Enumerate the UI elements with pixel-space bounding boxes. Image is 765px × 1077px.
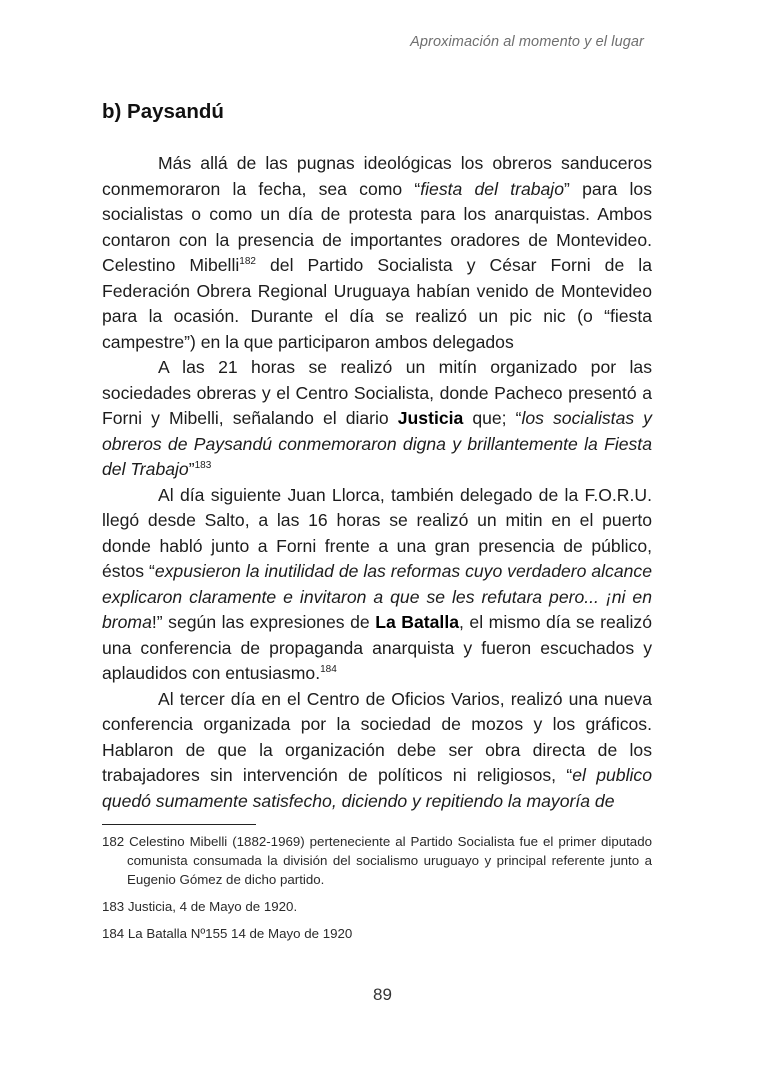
p3-bold-1: La Batalla: [375, 612, 459, 632]
p3-text-1: Al día siguiente Juan Llorca, también delegado de la F.O.R.U. llegó desde Salto, a las 16 horas se realizó un mitin en el puerto donde habló junto a Forni frente a una gran presencia de público, éstos “: [102, 484, 652, 581]
p1-text-2: ” para los socialistas o como un día de protesta para los anarquistas. Ambos contaron con la presencia de importantes oradores de Montevideo. Celestino Mibelli: [102, 178, 652, 275]
running-head: Aproximación al momento y el lugar: [410, 34, 644, 50]
p4-text-1: Al tercer día en el Centro de Oficios Varios, realizó una nueva conferencia organizada por la sociedad de mozos y los gráficos. Hablaron de que la organización debe ser obra directa de los trabajadores sin intervención de políticos ni religiosos, “: [102, 688, 652, 785]
p2-text-1: A las 21 horas se realizó un mitín organizado por las sociedades obreras y el Centro Socialista, donde Pacheco presentó a Forni y Mibelli, señalando el diario: [102, 357, 652, 428]
footnote-183: 183 Justicia, 4 de Mayo de 1920.: [102, 899, 298, 914]
footnote-ref-184[interactable]: 184: [320, 664, 337, 676]
p2-text-2: que; “: [463, 408, 522, 428]
page-number: 89: [373, 985, 392, 1004]
p4-italic-1: el publico quedó sumamente satisfecho, diciendo y repitiendo la mayoría de: [102, 765, 652, 811]
p1-italic-1: fiesta del trabajo: [420, 178, 564, 199]
footnote-ref-183[interactable]: 183: [194, 460, 212, 472]
paragraph-2: [102, 355, 652, 483]
p1-text-1: Más allá de las pugnas ideológicas los obreros sanduceros conmemoraron la fecha, sea como “: [102, 153, 652, 199]
footnote-divider: [102, 824, 256, 825]
p2-bold-1: Justicia: [397, 408, 464, 428]
footnotes: [102, 832, 652, 951]
p1-text-3: del Partido Socialista y César Forni de la Federación Obrera Regional Uruguaya habían venido de Montevideo para la ocasión. Durante el día se realizó un pic nic (o “fiesta campestre”) en la que participaron ambos delegados: [102, 255, 652, 352]
footnote-184: 184 La Batalla Nº155 14 de Mayo de 1920: [102, 926, 353, 941]
body-text: [102, 151, 652, 814]
p3-text-2: !” según las expresiones de: [151, 612, 376, 632]
p3-text-3: , el mismo día se realizó una conferencia de propaganda anarquista y fueron escuchados y aplaudidos con entusiasmo.: [102, 612, 652, 683]
section-title: b) Paysandú: [102, 100, 224, 123]
paragraph-4: [102, 687, 652, 815]
p3-italic-1: expusieron la inutilidad de las reformas cuyo verdadero alcance explicaron claramente e invitaron a que se les refutara pero... ¡ni en broma: [102, 561, 652, 632]
paragraph-1: [102, 151, 652, 355]
paragraph-3: [102, 483, 652, 687]
footnote-182: 182 Celestino Mibelli (1882-1969) perteneciente al Partido Socialista fue el primer diputado comunista consumada la división del socialismo uruguayo y principal referente junto a Eugenio Gómez de dicho partido.: [102, 834, 652, 887]
p2-italic-1: los socialistas y obreros de Paysandú conmemoraron digna y brillantemente la Fiesta del Trabajo: [102, 408, 652, 479]
p2-text-3: ”: [188, 459, 195, 479]
footnote-ref-182[interactable]: 182: [239, 256, 256, 268]
